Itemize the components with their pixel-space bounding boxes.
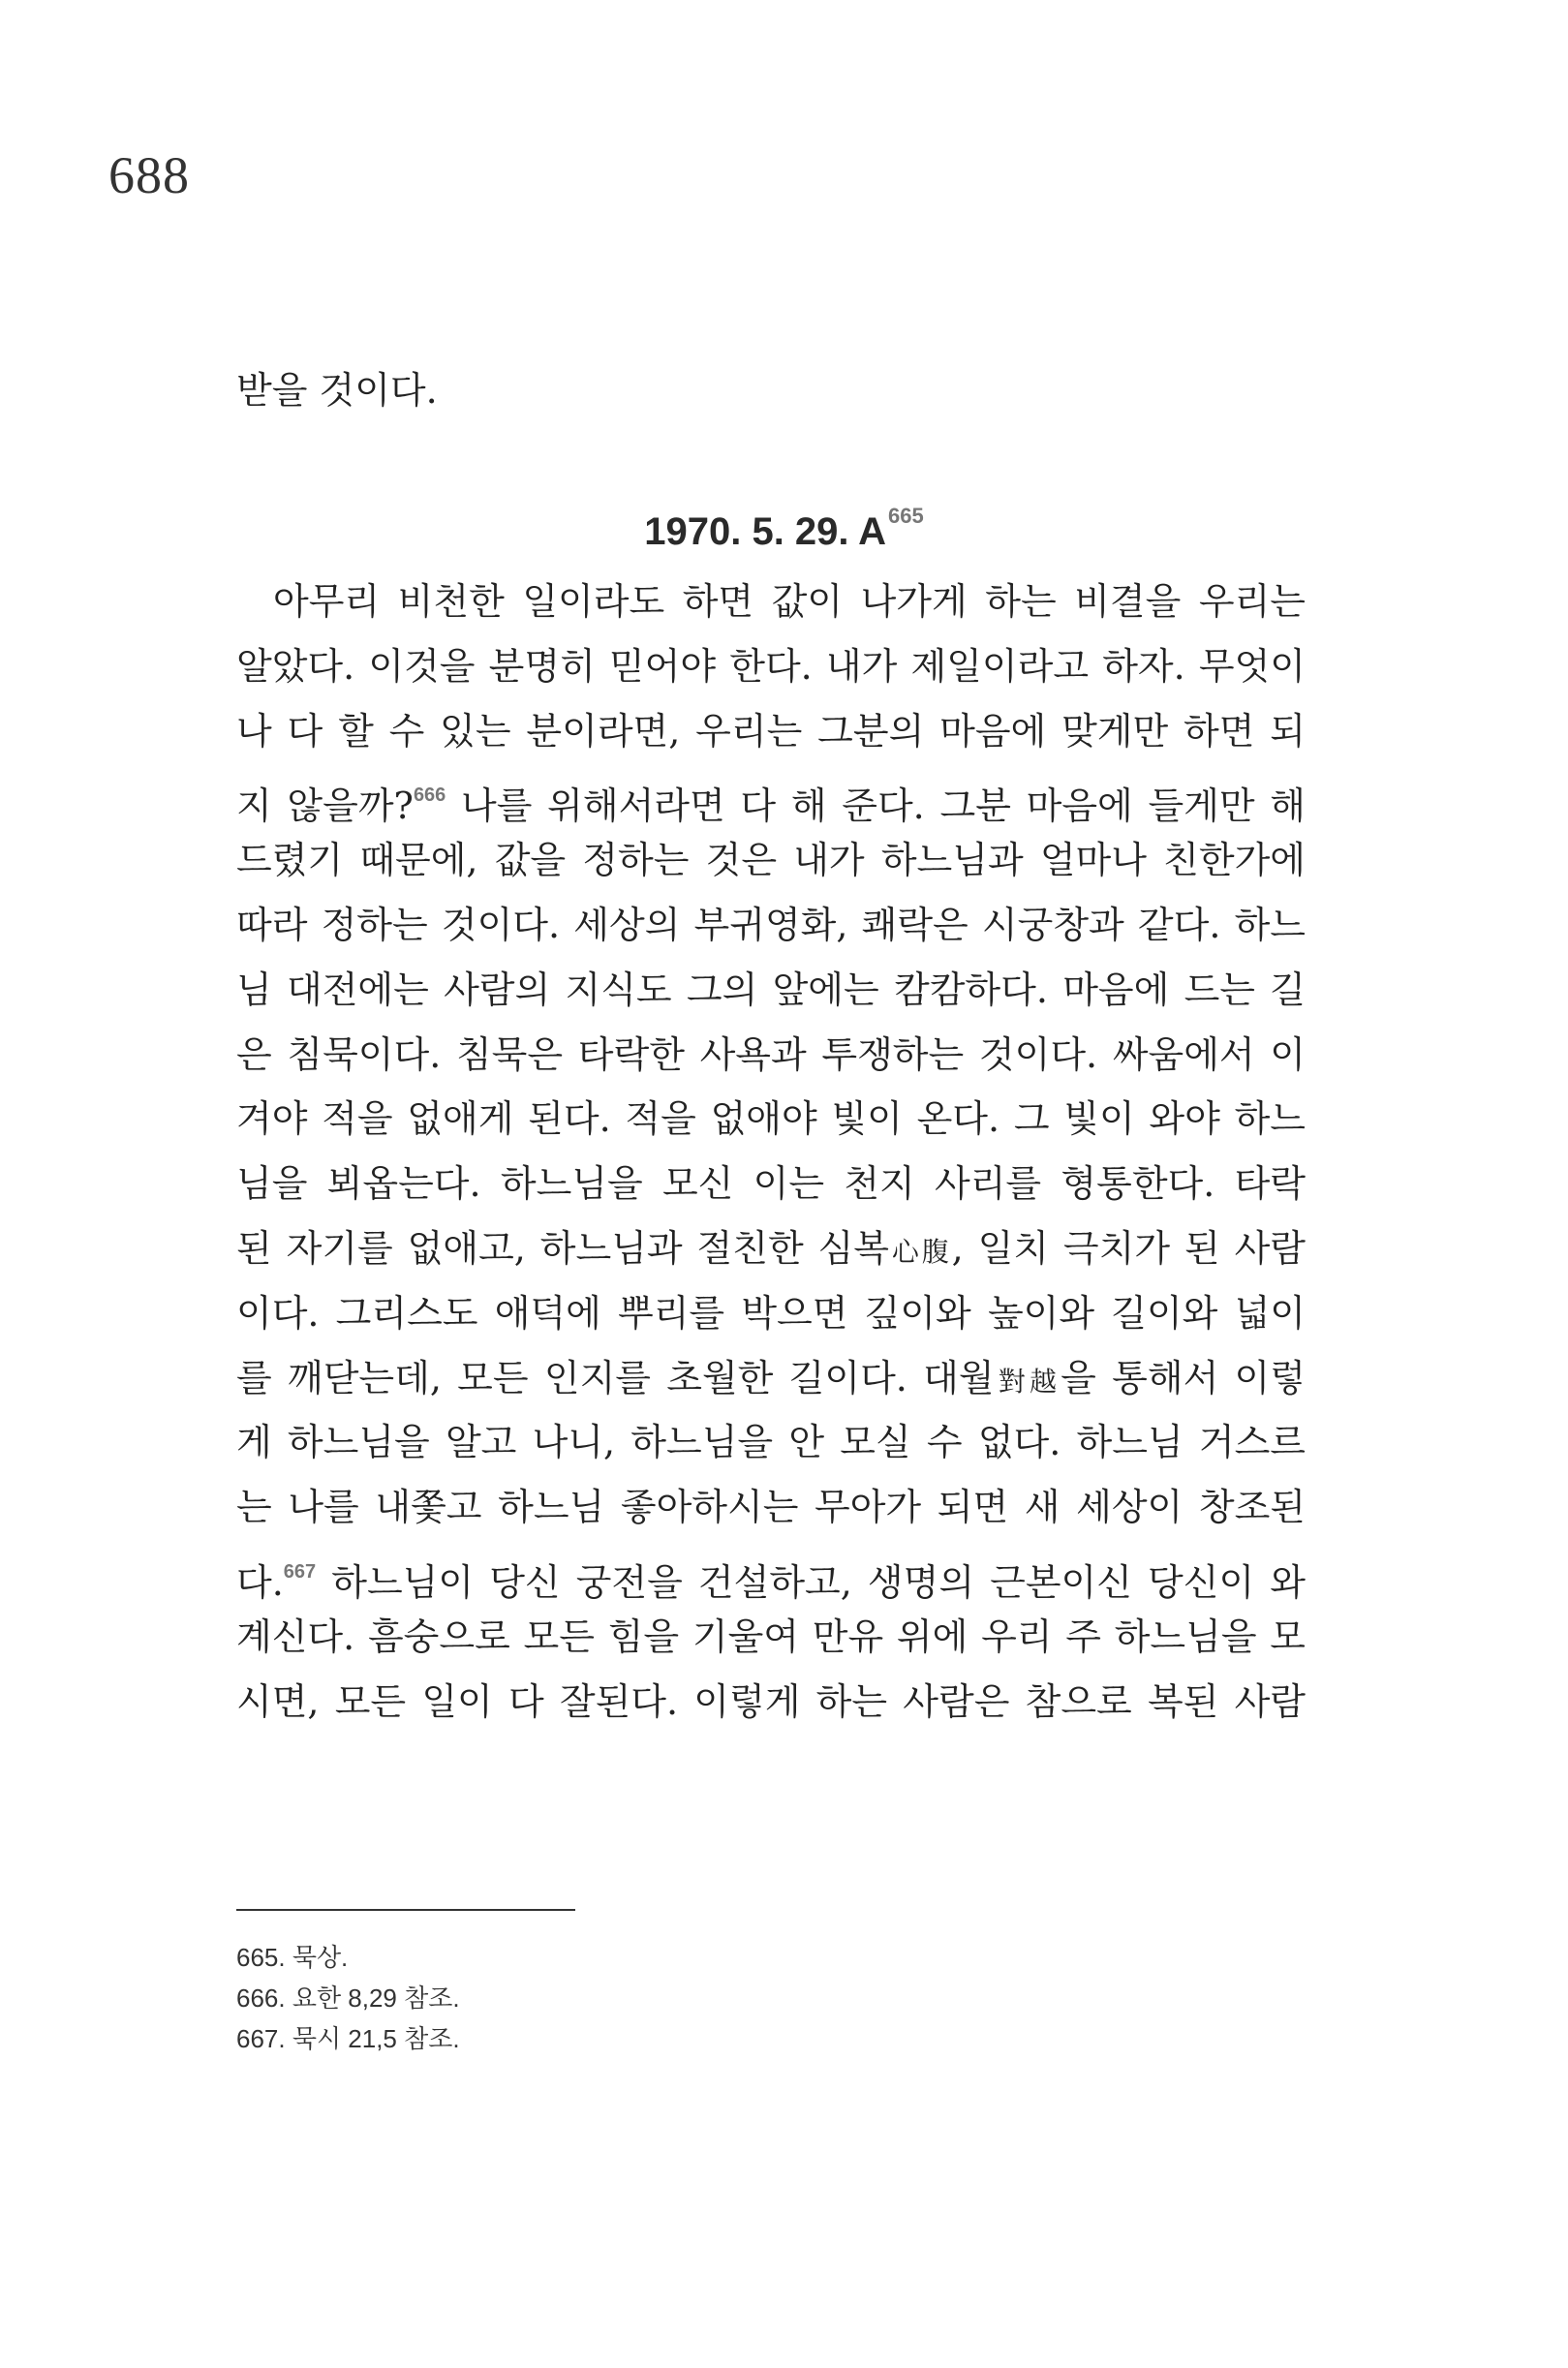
hanja-gloss: 心腹 [889,1235,952,1268]
body-text-segment: 다. [236,1560,284,1604]
body-line: 님을 뵈옵는다. 하느님을 모신 이는 천지 사리를 형통한다. 타락 [236,1162,1306,1206]
body-line: 게 하느님을 알고 나니, 하느님을 안 모실 수 없다. 하느님 거스르 [236,1421,1306,1464]
body-line [236,1540,1306,1605]
body-line: 드렸기 때문에, 값을 정하는 것은 내가 하느님과 얼마나 친한가에 [236,839,1306,882]
hanja-gloss: 對越 [994,1365,1061,1398]
body-paragraph [236,569,1306,1734]
entry-heading-text: 1970. 5. 29. A [644,510,887,553]
footnote-divider [236,1909,575,1911]
body-text-segment: 지 않을까? [236,784,414,828]
footnote-667: 667. 묵시 21,5 참조. [236,2024,460,2053]
body-line: 는 나를 내쫓고 하느님 좋아하시는 무아가 되면 새 세상이 창조된 [236,1486,1306,1529]
continuation-text: 받을 것이다. [236,369,438,412]
body-line: 님 대전에는 사람의 지식도 그의 앞에는 캄캄하다. 마음에 드는 길 [236,968,1306,1011]
body-line: 계신다. 흠숭으로 모든 힘을 기울여 만유 위에 우리 주 하느님을 모 [236,1615,1306,1658]
body-line: 아무리 비천한 일이라도 하면 값이 나가게 하는 비결을 우리는 [273,580,1306,623]
body-line: 따라 정하는 것이다. 세상의 부귀영화, 쾌락은 시궁창과 같다. 하느 [236,903,1306,946]
body-line [236,763,1306,828]
entry-heading [0,504,1568,554]
body-line: 시면, 모든 일이 다 잘된다. 이렇게 하는 사람은 참으로 복된 사람 [236,1679,1306,1723]
body-line: 이다. 그리스도 애덕에 뿌리를 박으면 깊이와 높이와 길이와 넓이 [236,1291,1306,1335]
footnote-ref-665: 665 [888,504,924,528]
footnote-666: 666. 요한 8,29 참조. [236,1984,460,2013]
body-text-segment: 하느님이 당신 궁전을 건설하고, 생명의 근본이신 당신이 와 [316,1560,1306,1604]
body-text-segment: , 일치 극치가 된 사람 [951,1226,1306,1270]
body-text-segment: 을 통해서 이렇 [1061,1356,1306,1399]
body-line: 나 다 할 수 있는 분이라면, 우리는 그분의 마음에 맞게만 하면 되 [236,709,1306,753]
body-text-segment: 된 자기를 없애고, 하느님과 절친한 심복 [236,1226,890,1270]
body-text-segment: 를 깨닫는데, 모든 인지를 초월한 길이다. 대월 [236,1356,995,1399]
footnote-ref-666: 666 [413,784,446,807]
body-line [236,1216,1306,1281]
body-line: 은 침묵이다. 침묵은 타락한 사욕과 투쟁하는 것이다. 싸움에서 이 [236,1032,1306,1076]
footnote-list [236,1937,460,2059]
footnote-665: 665. 묵상. [236,1943,349,1972]
body-line [236,1346,1306,1411]
body-line: 알았다. 이것을 분명히 믿어야 한다. 내가 제일이라고 하자. 무엇이 [236,644,1306,688]
body-line: 겨야 적을 없애게 된다. 적을 없애야 빛이 온다. 그 빛이 와야 하느 [236,1097,1306,1141]
body-text-segment: 나를 위해서라면 다 해 준다. 그분 마음에 들게만 해 [446,784,1307,828]
footnote-ref-667: 667 [283,1560,317,1583]
page-number: 688 [108,146,190,204]
